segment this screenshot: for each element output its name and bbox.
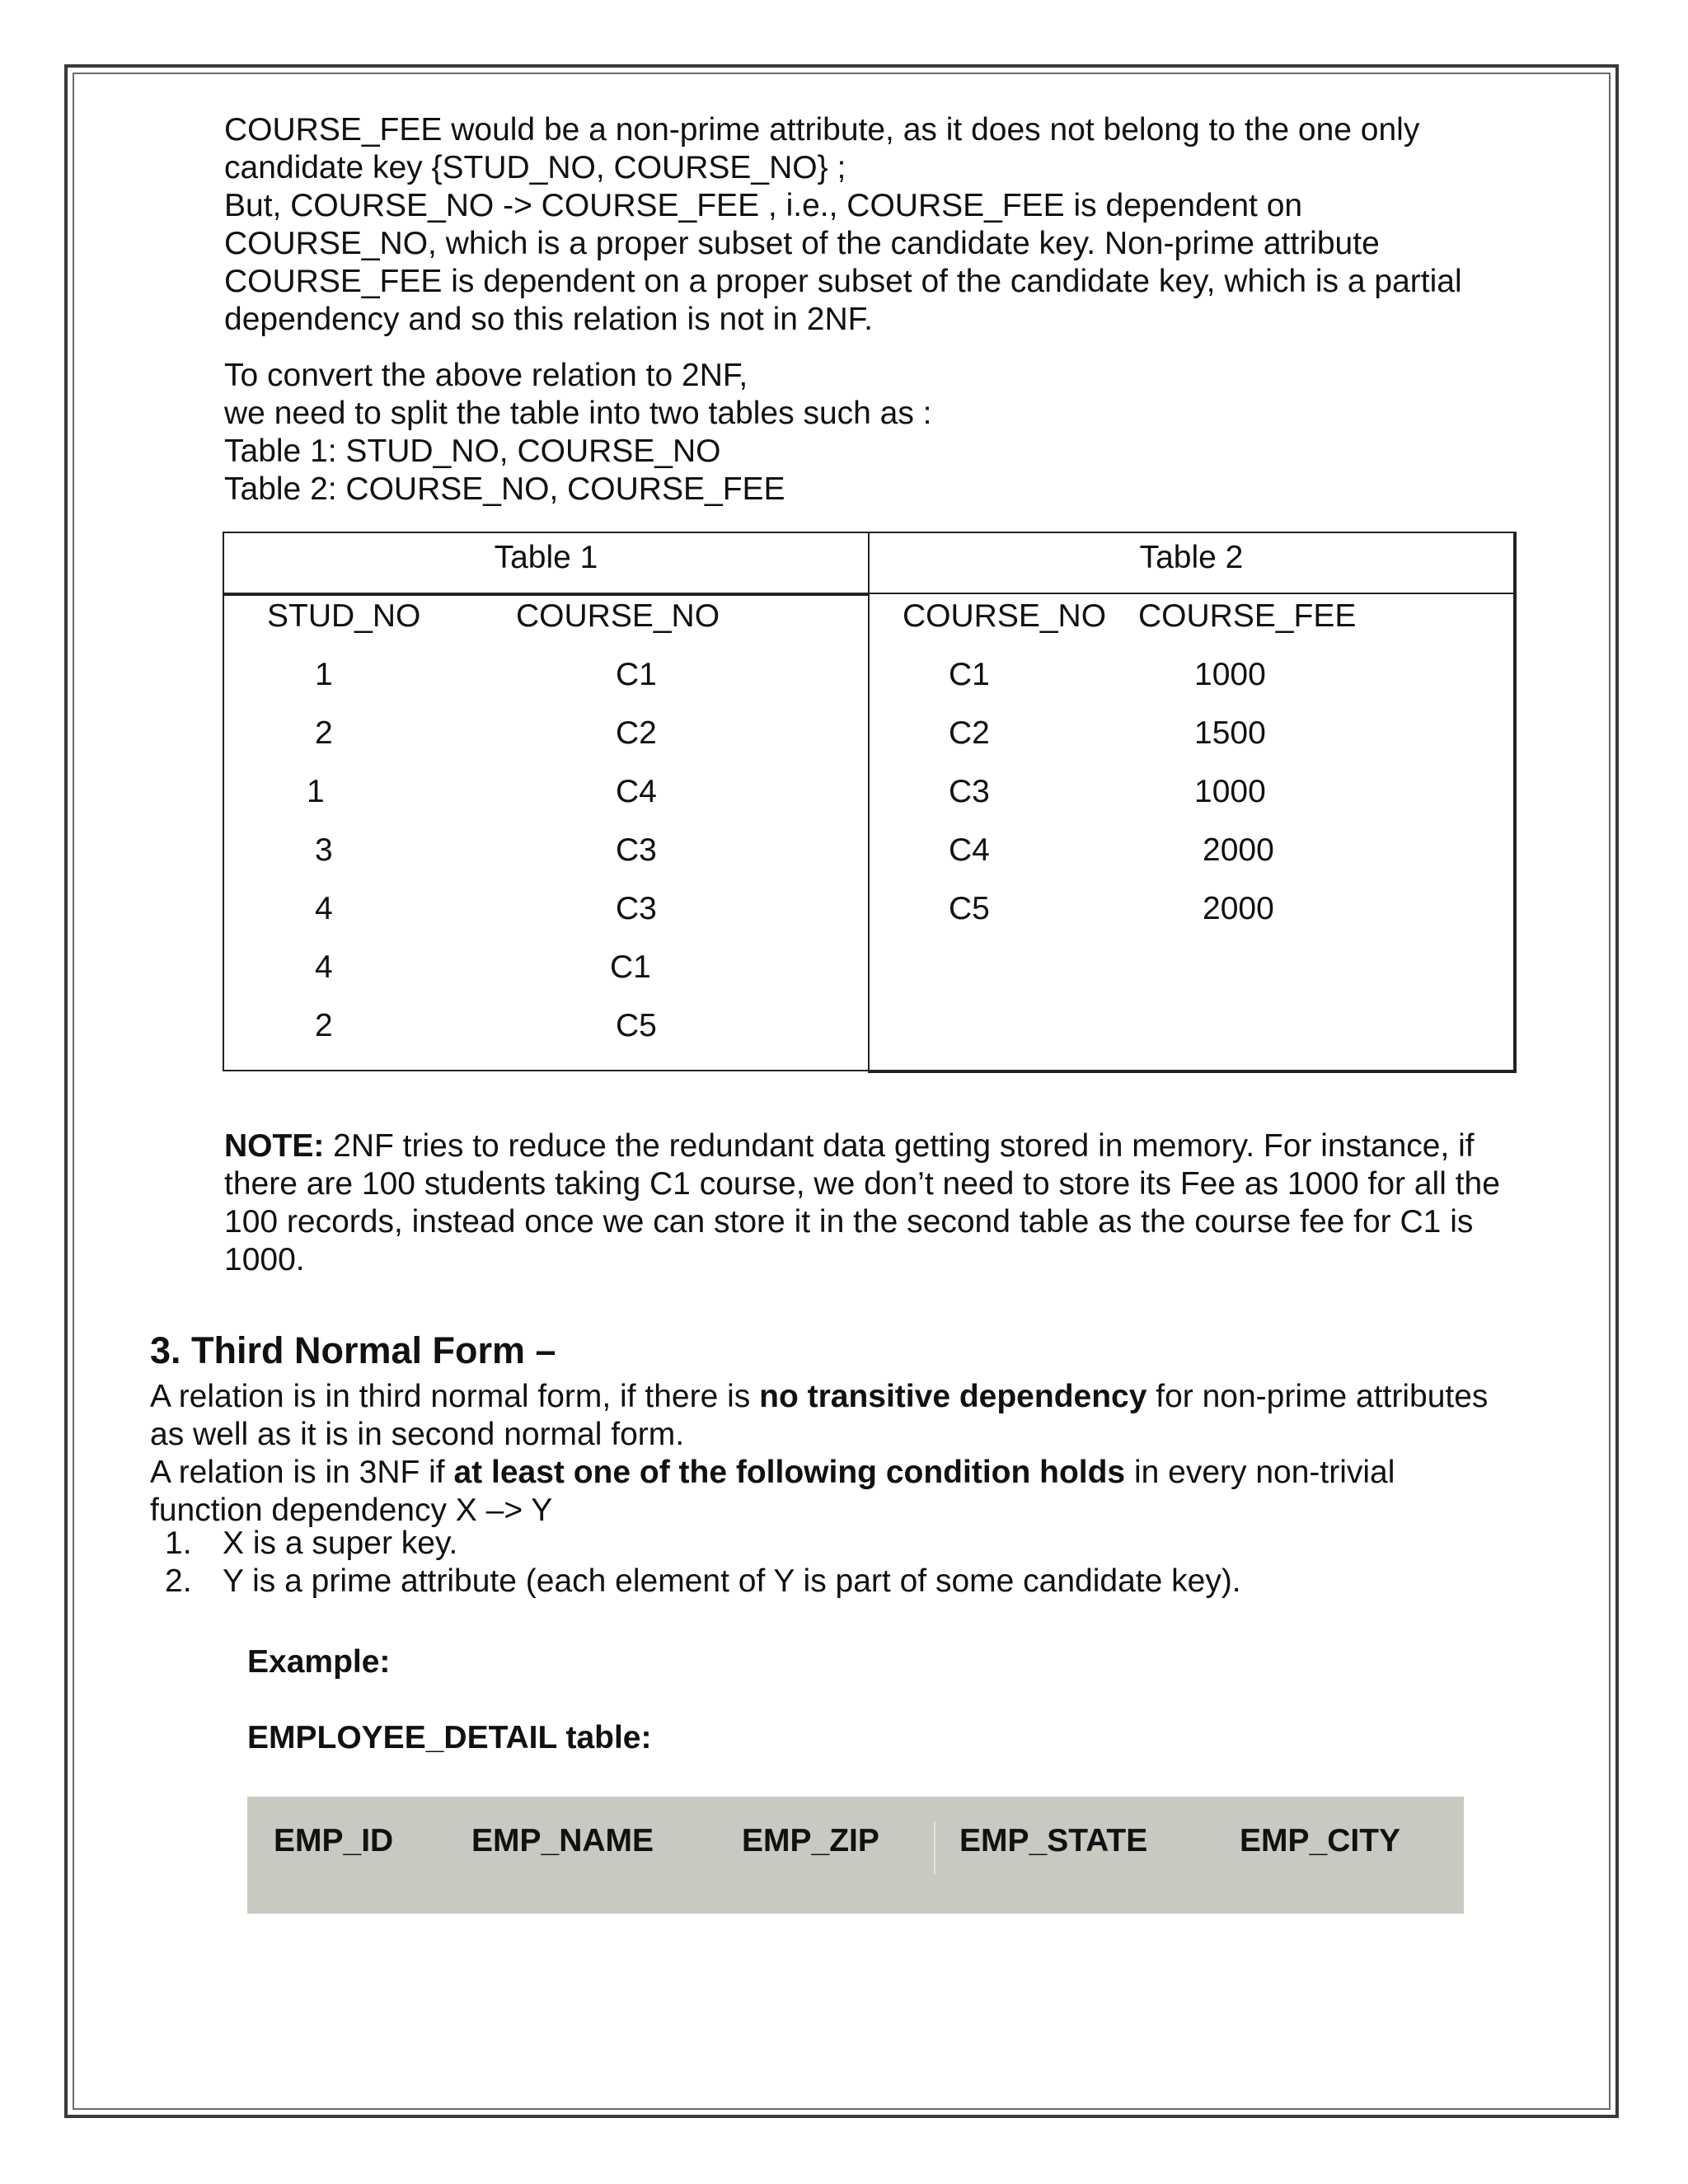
column-divider	[934, 1821, 935, 1874]
table-row-cell: 1	[307, 774, 325, 809]
table-row-cell: 2000	[1203, 891, 1274, 926]
text-line: 1000.	[224, 1242, 305, 1277]
example-label: Example:	[247, 1644, 391, 1680]
table-1-header-stud-no: STUD_NO	[267, 598, 421, 634]
section-3-body	[150, 1378, 1551, 1530]
text-line: COURSE_FEE would be a non-prime attribute, as it does not belong to the one only	[224, 112, 1420, 148]
text-line: 100 records, instead once we can store it in the second table as the course fee for C1 is	[224, 1204, 1474, 1240]
table-row-cell: C3	[616, 832, 657, 868]
table-row-cell: C2	[616, 715, 657, 751]
text-line: COURSE_FEE is dependent on a proper subset of the candidate key, which is a partial	[224, 264, 1462, 299]
table-row-cell: 4	[315, 891, 333, 926]
table-2-header-divider	[870, 593, 1513, 594]
condition-list	[165, 1525, 1241, 1601]
table-row-cell: C1	[610, 949, 651, 985]
header-emp-zip: EMP_ZIP	[742, 1823, 879, 1858]
table-row-cell: 1000	[1194, 774, 1266, 809]
bold-text: at least one of the following condition holds	[453, 1455, 1126, 1490]
header-emp-state: EMP_STATE	[959, 1823, 1148, 1858]
section-heading-third-normal-form: 3. Third Normal Form –	[150, 1329, 556, 1371]
text-line: as well as it is in second normal form.	[150, 1417, 685, 1452]
text-line: we need to split the table into two tables such as :	[224, 396, 932, 431]
table-row-cell: 2	[315, 715, 333, 751]
text-line: Table 1: STUD_NO, COURSE_NO	[224, 434, 721, 469]
text-line	[150, 1378, 1551, 1416]
note-paragraph	[224, 1127, 1543, 1279]
table-row-cell: 2	[315, 1008, 333, 1043]
text-line	[224, 1127, 1543, 1165]
list-item	[165, 1563, 1241, 1601]
paragraph-2nf-explanation	[224, 111, 1535, 339]
paragraph-convert-2nf	[224, 357, 1535, 509]
table-1	[223, 532, 870, 1071]
table-1-header-course-no: COURSE_NO	[516, 598, 720, 634]
text-line: But, COURSE_NO -> COURSE_FEE , i.e., COURSE_FEE is dependent on	[224, 188, 1303, 223]
table-1-title: Table 1	[494, 540, 598, 575]
text-line: function dependency X –> Y	[150, 1493, 553, 1528]
table-2-header-course-fee: COURSE_FEE	[1138, 598, 1357, 634]
text-span: A relation is in 3NF if	[150, 1455, 454, 1490]
table-row-cell: C1	[616, 657, 657, 692]
table-2-title: Table 2	[1139, 540, 1244, 575]
employee-detail-table-header	[247, 1797, 1464, 1914]
table-row-cell: C3	[949, 774, 990, 809]
text-line: Table 2: COURSE_NO, COURSE_FEE	[224, 471, 785, 507]
table-1-header-divider	[224, 593, 868, 596]
table-row-cell: C1	[949, 657, 990, 692]
list-text: Y is a prime attribute (each element of Y is part of some candidate key).	[223, 1563, 1241, 1599]
text-line: there are 100 students taking C1 course, we don’t need to store its Fee as 1000 for all the	[224, 1166, 1500, 1202]
list-number: 2.	[165, 1563, 192, 1599]
note-label: NOTE:	[224, 1128, 325, 1164]
table-row-cell: 1000	[1194, 657, 1266, 692]
text-line	[150, 1454, 1551, 1492]
table-2-header-course-no: COURSE_NO	[903, 598, 1107, 634]
note-text: 2NF tries to reduce the redundant data getting stored in memory. For instance, if	[324, 1128, 1475, 1164]
table-row-cell: 4	[315, 949, 333, 985]
header-emp-id: EMP_ID	[274, 1823, 394, 1858]
list-text: X is a super key.	[223, 1526, 458, 1561]
table-row-cell: 1500	[1194, 715, 1266, 751]
table-row-cell: C5	[616, 1008, 657, 1043]
text-line: candidate key {STUD_NO, COURSE_NO} ;	[224, 150, 846, 185]
table-row-cell: C3	[616, 891, 657, 926]
header-emp-city: EMP_CITY	[1240, 1823, 1401, 1858]
table-row-cell: C5	[949, 891, 990, 926]
table-row-cell: 2000	[1203, 832, 1274, 868]
text-line: To convert the above relation to 2NF,	[224, 358, 748, 393]
table-row-cell: C2	[949, 715, 990, 751]
text-span: in every non-trivial	[1125, 1455, 1395, 1490]
bold-text: no transitive dependency	[759, 1379, 1147, 1414]
text-line: COURSE_NO, which is a proper subset of the candidate key. Non-prime attribute	[224, 226, 1380, 261]
table-row-cell: 3	[315, 832, 333, 868]
list-number: 1.	[165, 1526, 192, 1561]
employee-table-label: EMPLOYEE_DETAIL table:	[247, 1720, 652, 1755]
table-row-cell: 1	[315, 657, 333, 692]
text-span: A relation is in third normal form, if there is	[150, 1379, 760, 1414]
text-line: dependency and so this relation is not in 2NF.	[224, 302, 873, 337]
table-2	[868, 532, 1517, 1073]
header-emp-name: EMP_NAME	[471, 1823, 654, 1858]
list-item	[165, 1525, 1241, 1563]
table-row-cell: C4	[616, 774, 657, 809]
table-row-cell: C4	[949, 832, 990, 868]
text-span: for non-prime attributes	[1146, 1379, 1489, 1414]
